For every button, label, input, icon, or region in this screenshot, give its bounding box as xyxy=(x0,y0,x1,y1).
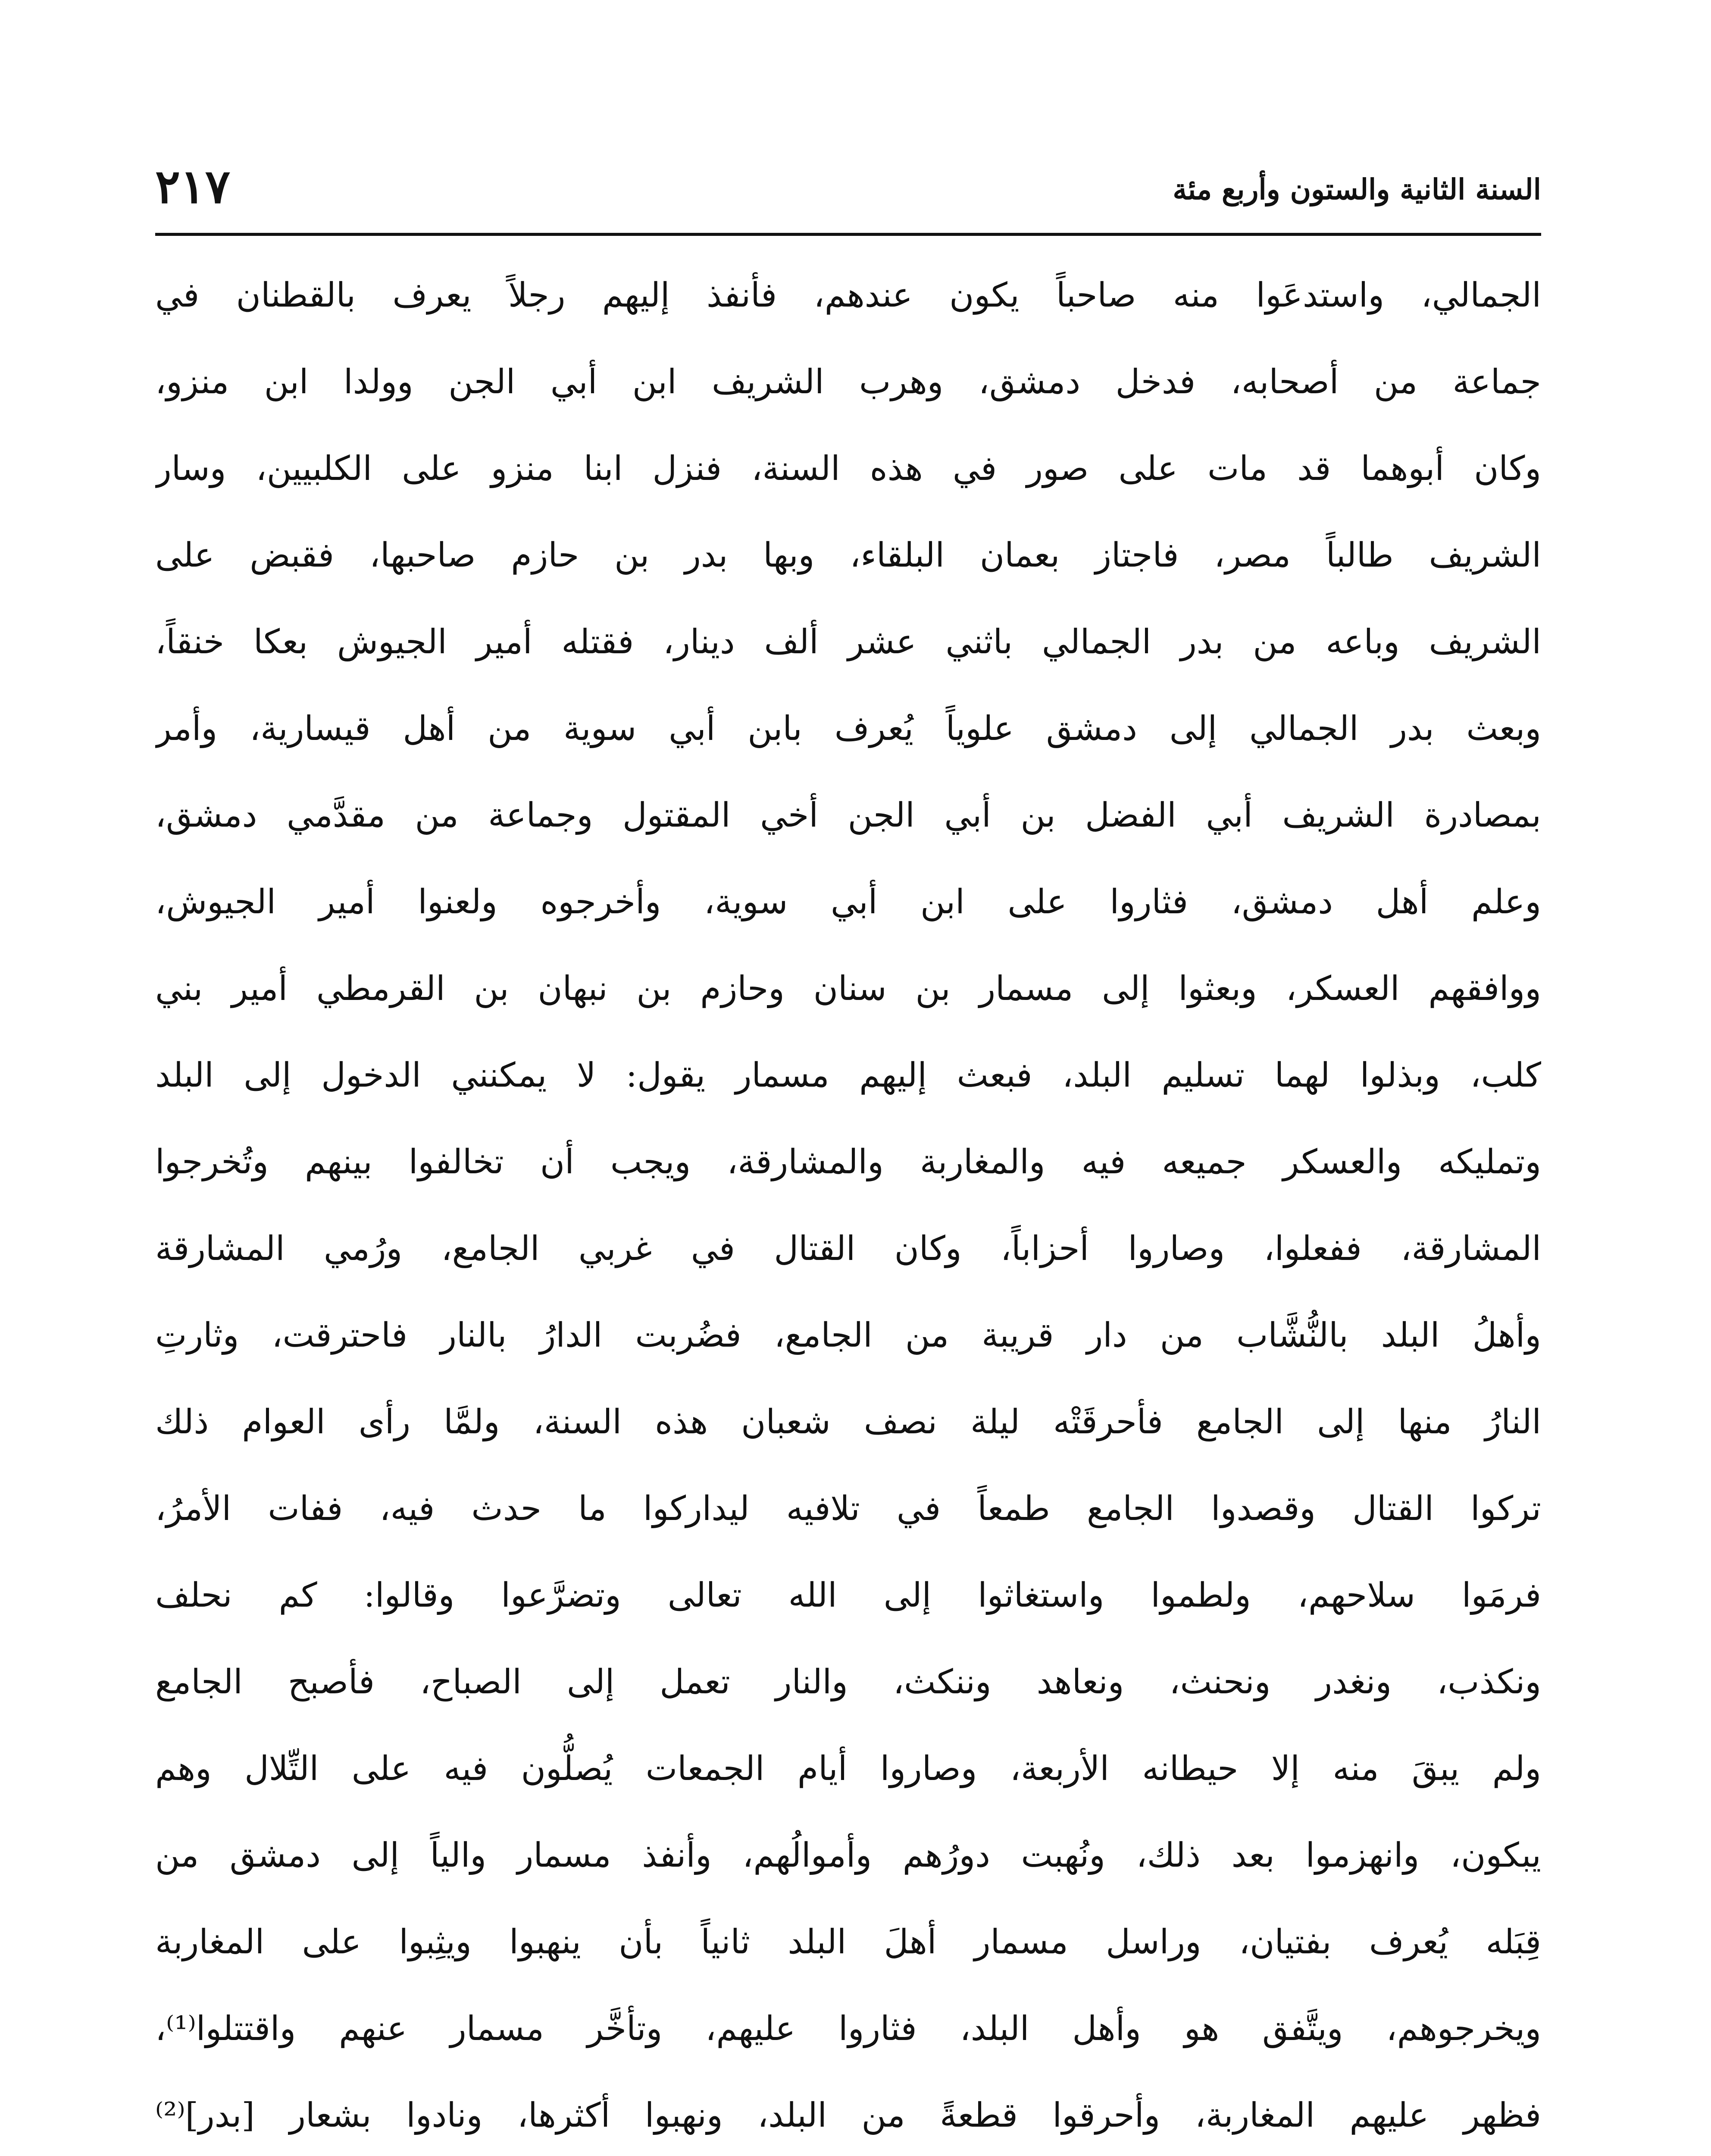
text-line: النارُ منها إلى الجامع فأحرقَتْه ليلة نصف شعبان هذه السنة، ولمَّا رأى العوام ذلك xyxy=(155,1403,1541,1442)
text-line: ونكذب، ونغدر ونحنث، ونعاهد وننكث، والنار تعمل إلى الصباح، فأصبح الجامع xyxy=(155,1663,1541,1702)
text-line: وبعث بدر الجمالي إلى دمشق علوياً يُعرف بابن أبي سوية من أهل قيسارية، وأمر xyxy=(155,709,1541,748)
text-line: ولم يبقَ منه إلا حيطانه الأربعة، وصاروا أيام الجمعات يُصلُّون فيه على التِّلال وهم xyxy=(155,1749,1541,1788)
page-number: ٢١٧ xyxy=(155,160,231,214)
text-line: جماعة من أصحابه، فدخل دمشق، وهرب الشريف ابن أبي الجن وولدا ابن منزو، xyxy=(155,363,1541,401)
text-line: المشارقة، ففعلوا، وصاروا أحزاباً، وكان القتال في غربي الجامع، ورُمي المشارقة xyxy=(155,1229,1541,1268)
text-line: ويخرجوهم، ويتَّفق هو وأهل البلد، فثاروا عليهم، وتأخَّر مسمار عنهم واقتتلوا⁽¹⁾، xyxy=(155,2009,1541,2048)
body-text xyxy=(155,252,1541,2156)
text-line: فظهر عليهم المغاربة، وأحرقوا قطعةً من البلد، ونهبوا أكثرها، ونادوا بشعار [بدر]⁽²⁾ xyxy=(155,2096,1541,2135)
text-line: قِبَله يُعرف بفتيان، وراسل مسمار أهلَ البلد ثانياً بأن ينهبوا ويثِبوا على المغاربة xyxy=(155,1923,1541,1962)
text-line: الشريف طالباً مصر، فاجتاز بعمان البلقاء، وبها بدر بن حازم صاحبها، فقبض على xyxy=(155,536,1541,575)
text-line: فرمَوا سلاحهم، ولطموا واستغاثوا إلى الله تعالى وتضرَّعوا وقالوا: كم نحلف xyxy=(155,1576,1541,1615)
text-line: الشريف وباعه من بدر الجمالي باثني عشر ألف دينار، فقتله أمير الجيوش بعكا خنقاً، xyxy=(155,623,1541,661)
header-divider xyxy=(155,233,1541,236)
text-line: وعلم أهل دمشق، فثاروا على ابن أبي سوية، وأخرجوه ولعنوا أمير الجيوش، xyxy=(155,883,1541,921)
text-line: بمصادرة الشريف أبي الفضل بن أبي الجن أخي المقتول وجماعة من مقدَّمي دمشق، xyxy=(155,796,1541,835)
text-line: يبكون، وانهزموا بعد ذلك، ونُهبت دورُهم وأموالُهم، وأنفذ مسمار والياً إلى دمشق من xyxy=(155,1836,1541,1875)
page-header xyxy=(155,160,1541,224)
text-line: وأهلُ البلد بالنُّشَّاب من دار قريبة من الجامع، فضُربت الدارُ بالنار فاحترقت، وثارتِ xyxy=(155,1316,1541,1355)
text-line: ووافقهم العسكر، وبعثوا إلى مسمار بن سنان وحازم بن نبهان بن القرمطي أمير بني xyxy=(155,969,1541,1008)
running-title: السنة الثانية والستون وأربع مئة xyxy=(1173,172,1541,206)
text-line: وكان أبوهما قد مات على صور في هذه السنة، فنزل ابنا منزو على الكلبيين، وسار xyxy=(155,449,1541,488)
text-line: كلب، وبذلوا لهما تسليم البلد، فبعث إليهم مسمار يقول: لا يمكنني الدخول إلى البلد xyxy=(155,1056,1541,1095)
text-line: الجمالي، واستدعَوا منه صاحباً يكون عندهم، فأنفذ إليهم رجلاً يعرف بالقطنان في xyxy=(155,276,1541,315)
text-line: تركوا القتال وقصدوا الجامع طمعاً في تلافيه ليداركوا ما حدث فيه، ففات الأمرُ، xyxy=(155,1489,1541,1528)
text-line: وتمليكه والعسكر جميعه فيه والمغاربة والمشارقة، ويجب أن تخالفوا بينهم وتُخرجوا xyxy=(155,1143,1541,1181)
